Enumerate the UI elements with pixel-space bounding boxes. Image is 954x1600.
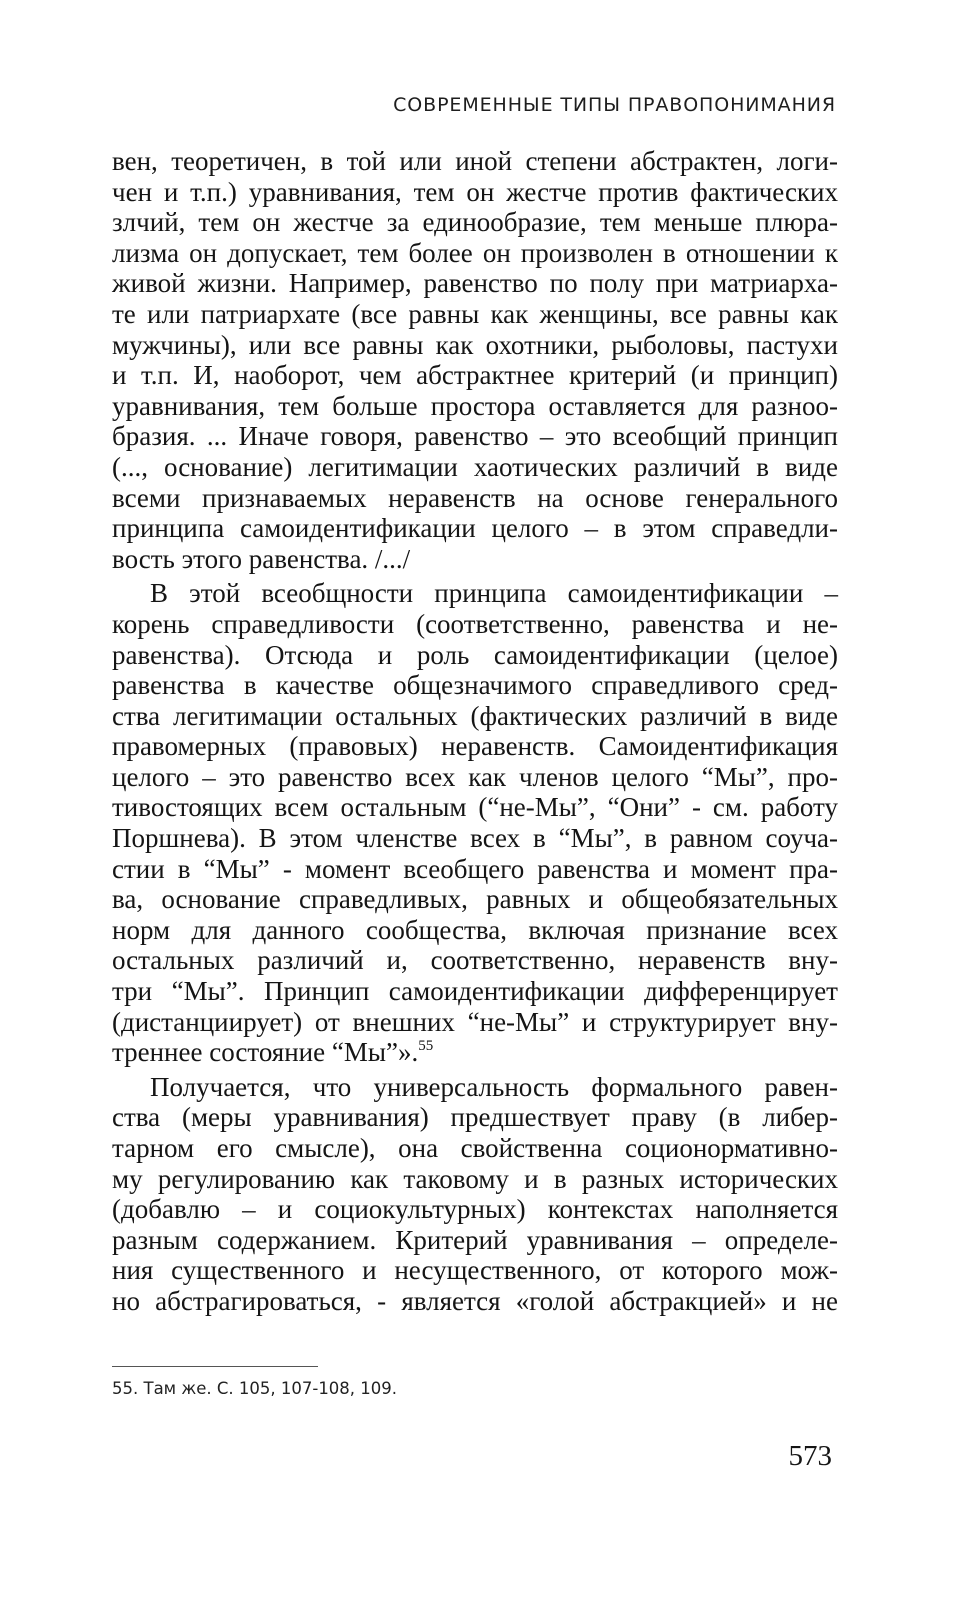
text-line: чен и т.п.) уравнивания, тем он жестче против фактических [112, 176, 838, 207]
text-line: ства легитимации остальных (фактических различий в виде [112, 700, 838, 731]
text-line: живой жизни. Например, равенство по полу при матриарха- [112, 268, 838, 299]
text-line: уравнивания, тем больше простора оставляется для разноо- [112, 390, 838, 421]
text-line: остальных различий и, соответственно, неравенств вну- [112, 945, 838, 976]
text-line: (добавлю – и социокультурных) контекстах наполняется [112, 1194, 838, 1225]
text-line: лизма он допускает, тем более он произволен в отношении к [112, 237, 838, 268]
text-line: треннее состояние “Мы”». [112, 1037, 419, 1068]
text-line: три “Мы”. Принцип самоидентификации дифференцирует [112, 976, 838, 1007]
text-line: стии в “Мы” - момент всеобщего равенства и момент пра- [112, 853, 838, 884]
footnote-reference[interactable]: 55 [418, 1038, 434, 1055]
text-line: В этой всеобщности принципа самоидентификации – [150, 578, 838, 609]
text-line: но абстрагироваться, - является «голой абстракцией» и не [112, 1285, 838, 1316]
text-line: Получается, что универсальность формального равен- [150, 1071, 838, 1102]
text-line: правомерных (правовых) неравенств. Самоидентификация [112, 731, 838, 762]
text-line: разным содержанием. Критерий уравнивания – определе- [112, 1224, 838, 1255]
text-line: Поршнева). В этом членстве всех в “Мы”, в равном соуча- [112, 823, 838, 854]
text-line: равенства). Отсюда и роль самоидентификации (целое) [112, 639, 838, 670]
text-line: целого – это равенство всех как членов целого “Мы”, про- [112, 761, 838, 792]
text-line: корень справедливости (соответственно, равенства и не- [112, 608, 838, 639]
text-line: и т.п. И, наоборот, чем абстрактнее критерий (и принцип) [112, 360, 838, 391]
text-line: вен, теоретичен, в той или иной степени абстрактен, логи- [112, 146, 838, 176]
text-line: тивостоящих всем остальным (“не-Мы”, “Они” - см. работу [112, 792, 838, 823]
text-line: тарном его смысле), она свойственна соционормативно- [112, 1133, 838, 1163]
text-line: ства (меры уравнивания) предшествует праву (в либер- [112, 1102, 838, 1133]
text-line-with-footnote-ref [112, 1037, 838, 1068]
text-line: равенства в качестве общезначимого справедливого сред- [112, 670, 838, 701]
footnote-separator [112, 1366, 318, 1367]
text-line: бразия. ... Иначе говоря, равенство – это всеобщий принцип [112, 421, 838, 452]
text-line: (дистанциирует) от внешних “не-Мы” и структурирует вну- [112, 1006, 838, 1037]
text-line: ва, основание справедливых, равных и общеобязательных [112, 884, 838, 915]
text-line: (..., основание) легитимации хаотических различий в виде [112, 451, 838, 482]
text-line: ния существенного и несущественного, от которого мож- [112, 1255, 838, 1286]
text-line: норм для данного сообщества, включая признание всех [112, 914, 838, 945]
text-line: вость этого равенства. /.../ [112, 543, 411, 574]
body-text [112, 146, 838, 1317]
running-head: СОВРЕМЕННЫЕ ТИПЫ ПРАВОПОНИМАНИЯ [393, 94, 836, 116]
text-line: всеми признаваемых неравенств на основе генерального [112, 482, 838, 513]
text-line: мужчины), или все равны как охотники, рыболовы, пастухи [112, 329, 838, 360]
footnote: 55. Там же. С. 105, 107-108, 109. [112, 1379, 398, 1398]
text-line: му регулированию как таковому и в разных исторических [112, 1163, 838, 1194]
text-line: злчий, тем он жестче за единообразие, тем меньше плюра- [112, 207, 838, 238]
text-line: принципа самоидентификации целого – в этом справедли- [112, 513, 838, 544]
page-number: 573 [788, 1440, 832, 1472]
text-line: те или патриархате (все равны как женщины, все равны как [112, 298, 838, 329]
